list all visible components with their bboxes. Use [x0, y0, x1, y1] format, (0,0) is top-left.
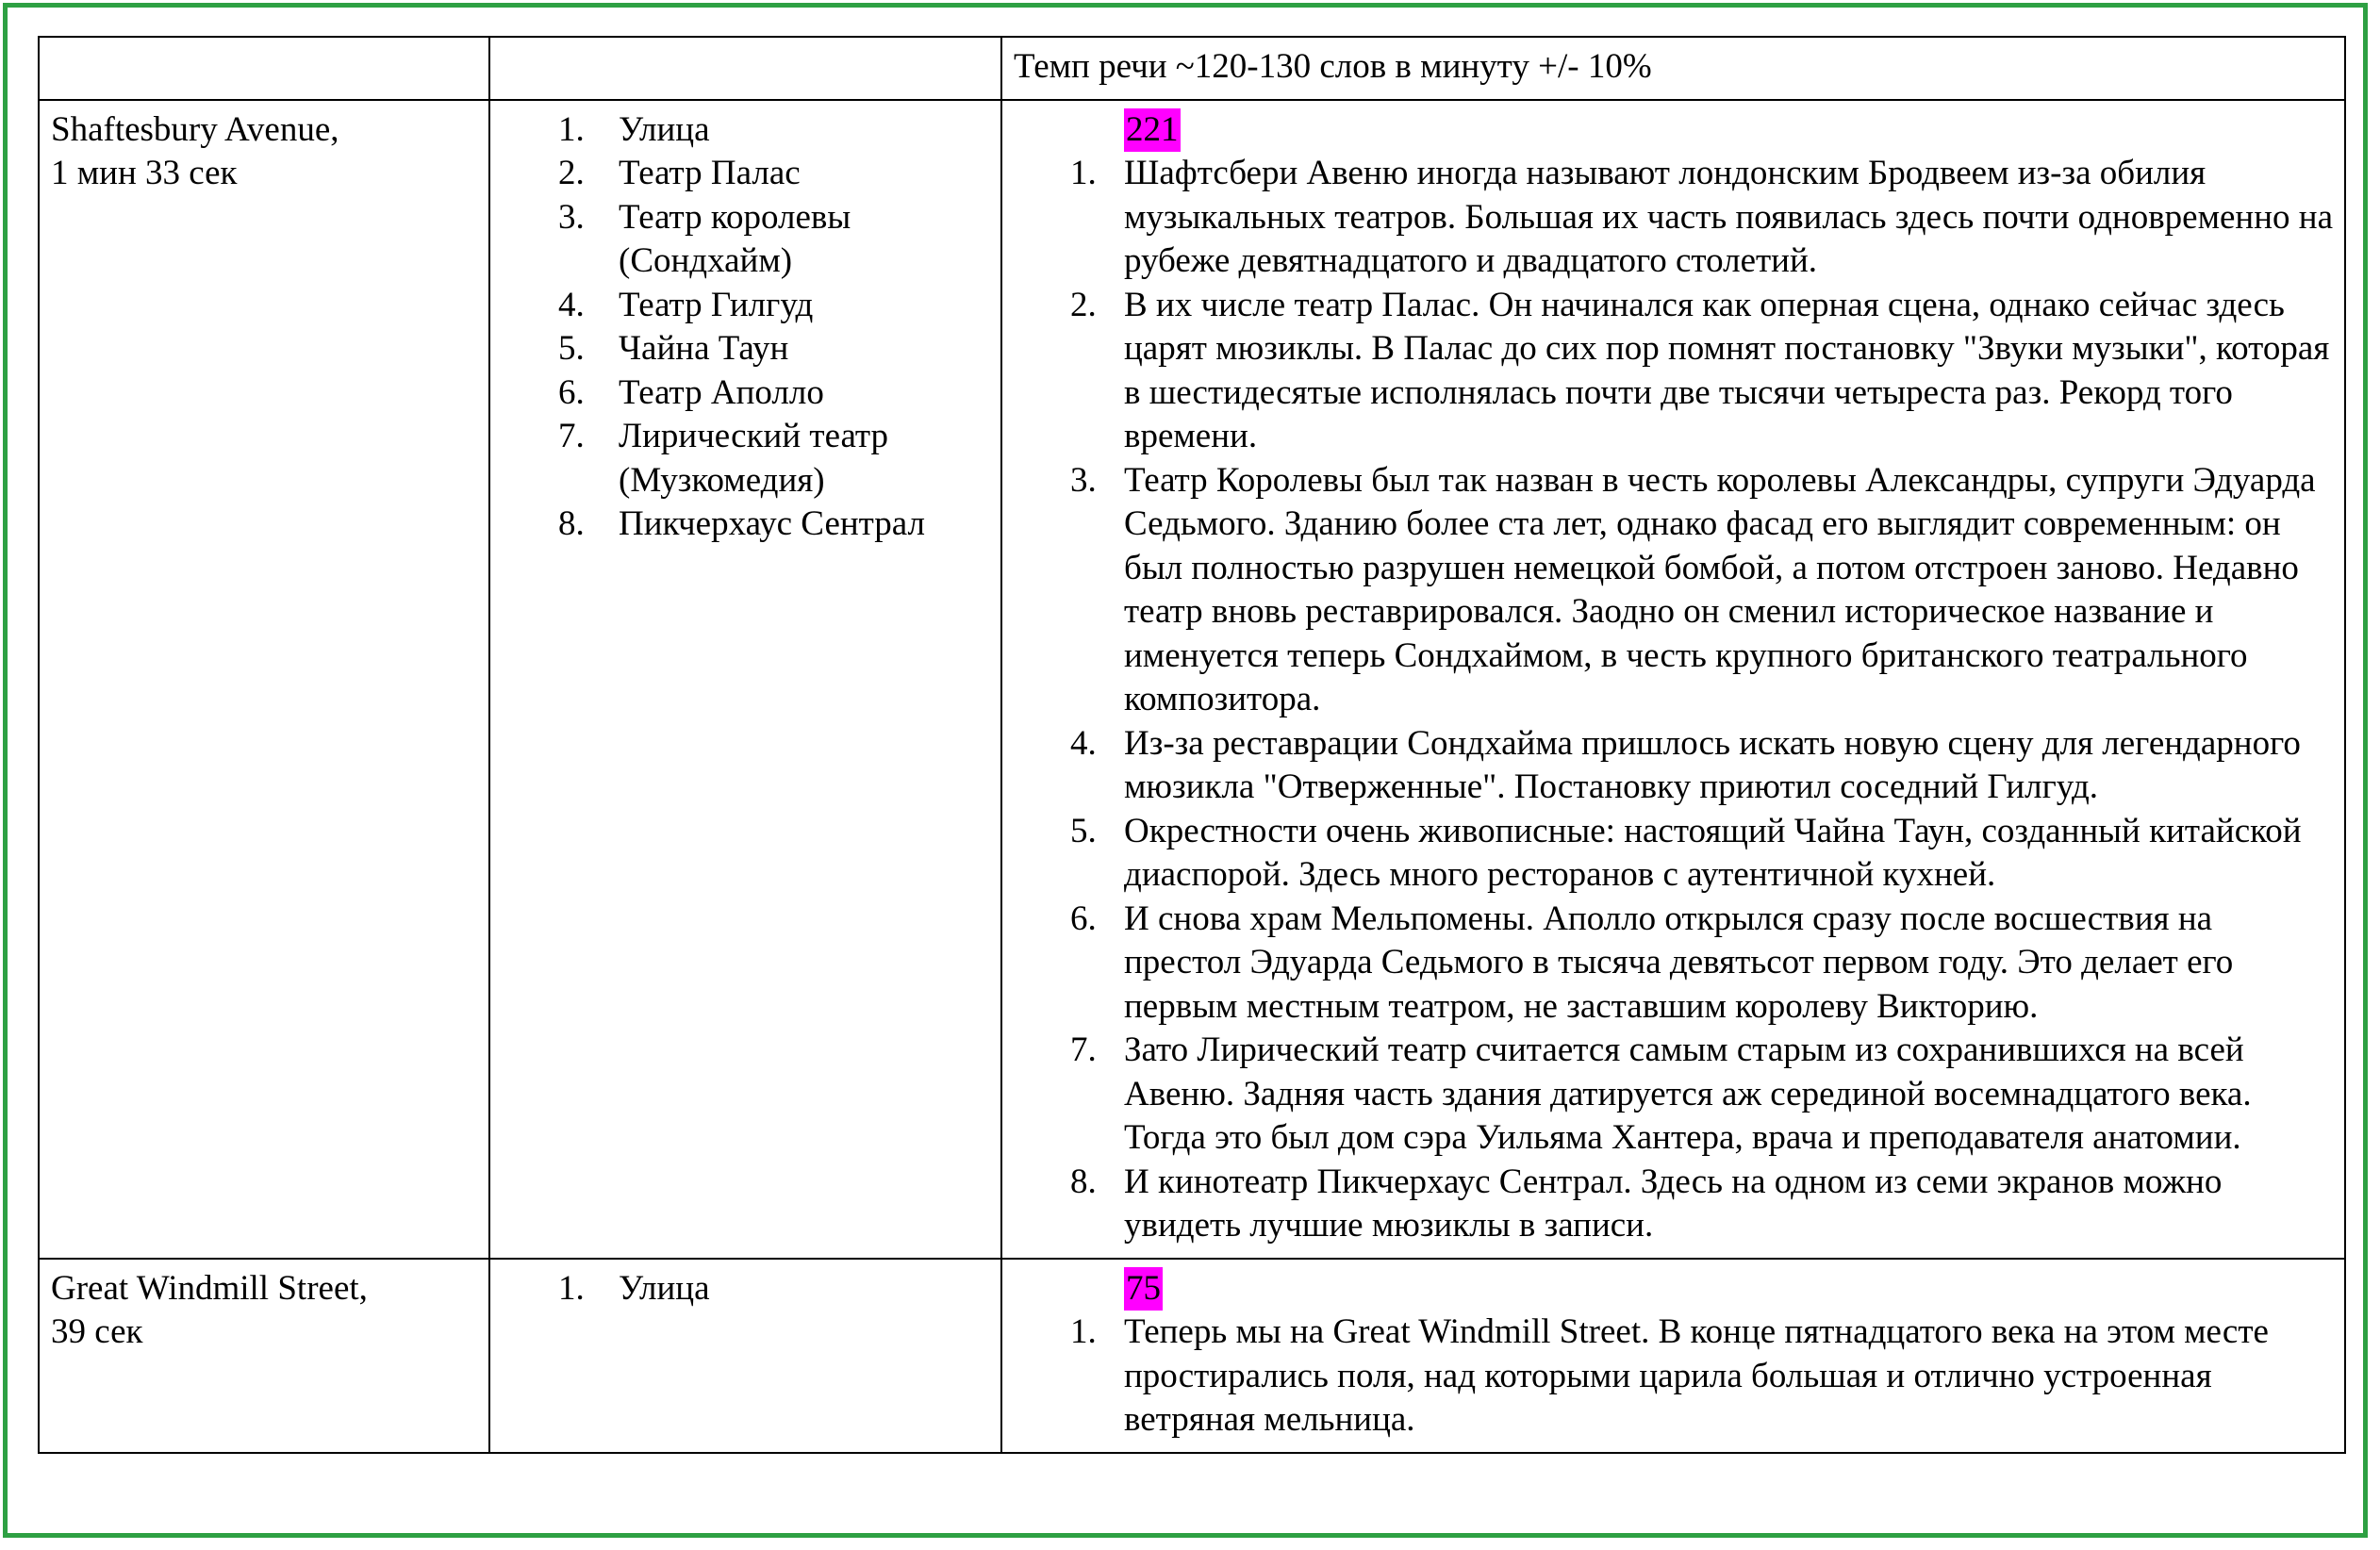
location-cell	[39, 1259, 489, 1453]
narration-list	[1014, 1311, 2333, 1443]
list-item: 2. Театр Палас	[558, 154, 801, 192]
list-item: 5. Чайна Таун	[558, 329, 789, 368]
word-count-badge: 75	[1124, 1267, 1163, 1311]
list-item: 1. Улица	[558, 109, 710, 149]
list-item: 8. И кинотеатр Пикчерхаус Сентрал. Здесь на одном из семи экранов можно увидеть лучшие мюзиклы в записи.	[1070, 1162, 2223, 1245]
list-item: 1. Шафтсбери Авеню иногда называют лондонским Бродвеем из-за обилия музыкальных театров. Большая их часть появилась здесь почти одновременно на рубеже девятнадцатого и двадцатого столетий.	[1070, 154, 2333, 280]
header-row	[39, 37, 2345, 100]
outline-cell	[489, 100, 1001, 1259]
table-row	[39, 1259, 2345, 1453]
narration-cell	[1001, 1259, 2345, 1453]
list-item: 2. В их числе театр Палас. Он начинался как оперная сцена, однако сейчас здесь царят мюзиклы. В Палас до сих пор помнят постановку "Звуки музыки", которая в шестидесятые исполнялась почти две тысячи четыреста раз. Рекорд того времени.	[1070, 285, 2330, 455]
list-item: 7. Лирический театр (Музкомедия)	[558, 417, 889, 500]
list-item: 3. Театр королевы (Сондхайм)	[558, 197, 851, 280]
narration-cell	[1001, 100, 2345, 1259]
list-item: 1. Теперь мы на Great Windmill Street. В конце пятнадцатого века на этом месте простирались поля, над которыми царила большая и отлично устроенная ветряная мельница.	[1070, 1312, 2269, 1439]
list-item: 6. Театр Аполло	[558, 372, 824, 412]
location-duration: 39 сек	[51, 1312, 143, 1351]
outline-list	[502, 108, 989, 547]
script-table	[38, 36, 2346, 1454]
word-count-badge: 221	[1124, 108, 1181, 153]
header-cell-location	[39, 37, 489, 100]
list-item: 4. Театр Гилгуд	[558, 285, 814, 324]
location-name: Great Windmill Street,	[51, 1268, 368, 1308]
list-item: 7. Зато Лирический театр считается самым старым из сохранившихся на всей Авеню. Задняя часть здания датируется аж серединой восемнадцатого века. Тогда это был дом сэра Уильяма Хантера, врача и преподавателя анатомии.	[1070, 1031, 2252, 1157]
location-duration: 1 мин 33 сек	[51, 154, 238, 192]
outline-list	[502, 1267, 989, 1311]
list-item: 3. Театр Королевы был так назван в честь королевы Александры, супруги Эдуарда Седьмого. Зданию более ста лет, однако фасад его выглядит современным: он был полностью разрушен немецкой бомбой, а потом отстроен заново. Недавно театр вновь реставрировался. Заодно он сменил историческое название и именуется теперь Сондхаймом, в честь крупного британского театрального композитора.	[1070, 460, 2316, 718]
outline-cell	[489, 1259, 1001, 1453]
list-item: 6. И снова храм Мельпомены. Аполло открылся сразу после восшествия на престол Эдуарда Седьмого в тысяча девятьсот первом году. Это делает его первым местным театром, не заставшим королеву Викторию.	[1070, 899, 2234, 1026]
header-cell-outline	[489, 37, 1001, 100]
list-item: 4. Из-за реставрации Сондхайма пришлось искать новую сцену для легендарного мюзикла "Отверженные". Постановку приютил соседний Гилгуд.	[1070, 723, 2301, 806]
tempo-note: Темп речи ~120-130 слов в минуту +/- 10%	[1001, 37, 2345, 100]
location-name: Shaftesbury Avenue,	[51, 109, 339, 149]
list-item: 8. Пикчерхаус Сентрал	[558, 504, 925, 543]
list-item: 1. Улица	[558, 1268, 710, 1308]
narration-list	[1014, 152, 2333, 1248]
list-item: 5. Окрестности очень живописные: настоящий Чайна Таун, созданный китайской диаспорой. Здесь много ресторанов с аутентичной кухней.	[1070, 811, 2302, 894]
table-row	[39, 100, 2345, 1259]
location-cell	[39, 100, 489, 1259]
